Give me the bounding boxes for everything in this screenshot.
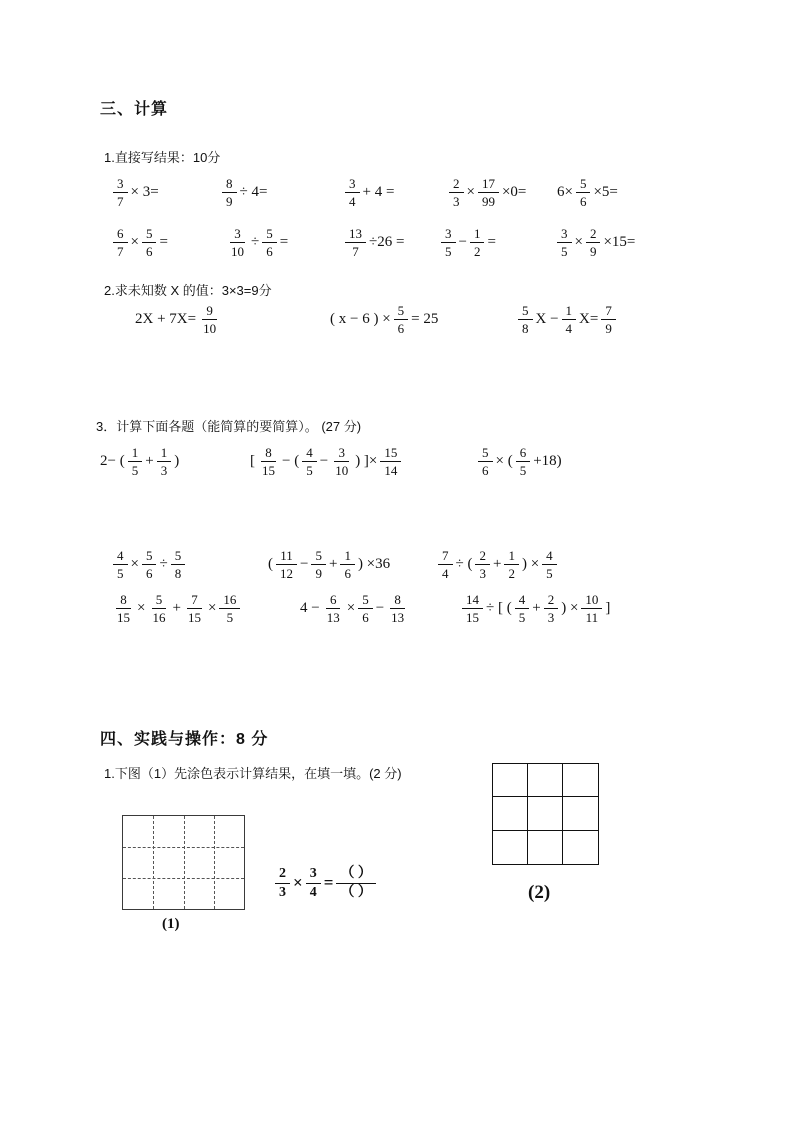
dashed-hline [123, 847, 244, 848]
expr-q3c-3: $\frac{14}{15}$ ÷ [ ( $\frac{4}{5}$ + $\frac{2}{3}$ ) × $\frac{10}{11}$ ] [462, 592, 610, 625]
q1-label: 1.直接写结果：10分 [104, 150, 221, 165]
expr-q2-3: $\frac{5}{8}$ X − $\frac{1}{4}$ X= $\frac{7}{9}$ [518, 303, 616, 336]
grid-cell [528, 797, 563, 830]
q4-label: 1.下图（1）先涂色表示计算结果，在填一填。(2 分) [104, 766, 402, 781]
grid-cell [528, 764, 563, 797]
expr-q3b-2: ( $\frac{11}{12}$ − $\frac{5}{9}$ + $\frac{1}{6}$ ) ×36 [268, 548, 391, 581]
grid-cell [563, 797, 598, 830]
dashed-vline [153, 816, 154, 909]
expr-q1r2-1: $\frac{6}{7}$ × $\frac{5}{6}$ = [113, 226, 168, 259]
grid-cell [528, 831, 563, 864]
expr-q3a-2: [ $\frac{8}{15}$ − ( $\frac{4}{5}$ − $\frac{3}{10}$ ) ]× $\frac{15}{14}$ [250, 445, 401, 478]
figure-2-label: (2) [528, 882, 551, 903]
expr-q2-1: 2X + 7X= $\frac{9}{10}$ [135, 303, 217, 336]
expr-q3a-1: 2− ( $\frac{1}{5}$ + $\frac{1}{3}$ ) [100, 445, 180, 478]
expr-q2-2: ( x − 6 ) × $\frac{5}{6}$ = 25 [330, 303, 439, 336]
expr-q1r2-2: $\frac{3}{10}$ ÷ $\frac{5}{6}$ = [231, 226, 289, 259]
expr-q1r2-5: $\frac{3}{5}$ × $\frac{2}{9}$ ×15= [557, 226, 635, 259]
grid-cell [493, 797, 528, 830]
grid-cell [493, 831, 528, 864]
grid-cell [493, 764, 528, 797]
q2-label: 2.求未知数 X 的值：3×3=9分 [104, 283, 272, 298]
expr-q1r2-4: $\frac{3}{5}$ − $\frac{1}{2}$ = [441, 226, 496, 259]
dashed-hline [123, 878, 244, 879]
section4-title: 四、实践与操作：8 分 [100, 731, 269, 748]
dashed-vline [214, 816, 215, 909]
grid-cell [563, 831, 598, 864]
expr-q3c-2: 4 − $\frac{6}{13}$ × $\frac{5}{6}$ − $\frac{8}{13}$ [300, 592, 405, 625]
expr-q1r1-4: $\frac{2}{3}$ × $\frac{17}{99}$ ×0= [449, 176, 526, 209]
dashed-vline [184, 816, 185, 909]
fraction-grid-figure-2 [492, 763, 599, 865]
expr-q1r1-1: $\frac{3}{7}$ × 3= [113, 176, 159, 209]
expr-q1r2-3: $\frac{13}{7}$ ÷26 = [345, 226, 404, 259]
expr-q3c-1: $\frac{8}{15}$ × $\frac{5}{16}$ + $\frac{7}{15}$ × $\frac{16}{5}$ [113, 592, 240, 625]
expr-q3a-3: $\frac{5}{6}$ × ( $\frac{6}{5}$ +18) [478, 445, 562, 478]
expr-q1r1-3: $\frac{3}{4}$ + 4 = [345, 176, 394, 209]
expr-q1r1-5: 6× $\frac{5}{6}$ ×5= [557, 176, 618, 209]
expr-q1r1-2: $\frac{8}{9}$ ÷ 4= [222, 176, 267, 209]
expr-fig1-equation: $\frac{2}{3}$ × $\frac{3}{4}$ = $\frac{( )}{( )}$ [275, 866, 376, 901]
grid-cell [563, 764, 598, 797]
expr-q3b-1: $\frac{4}{5}$ × $\frac{5}{6}$ ÷ $\frac{5}{8}$ [113, 548, 185, 581]
figure-1-label: (1) [162, 916, 180, 932]
expr-q3b-3: $\frac{7}{4}$ ÷ ( $\frac{2}{3}$ + $\frac{1}{2}$ ) × $\frac{4}{5}$ [438, 548, 557, 581]
section3-title: 三、计算 [100, 101, 169, 118]
q3-label: 3．计算下面各题（能简算的要简算）。 (27 分) [96, 419, 362, 434]
fraction-grid-figure-1 [122, 815, 245, 910]
